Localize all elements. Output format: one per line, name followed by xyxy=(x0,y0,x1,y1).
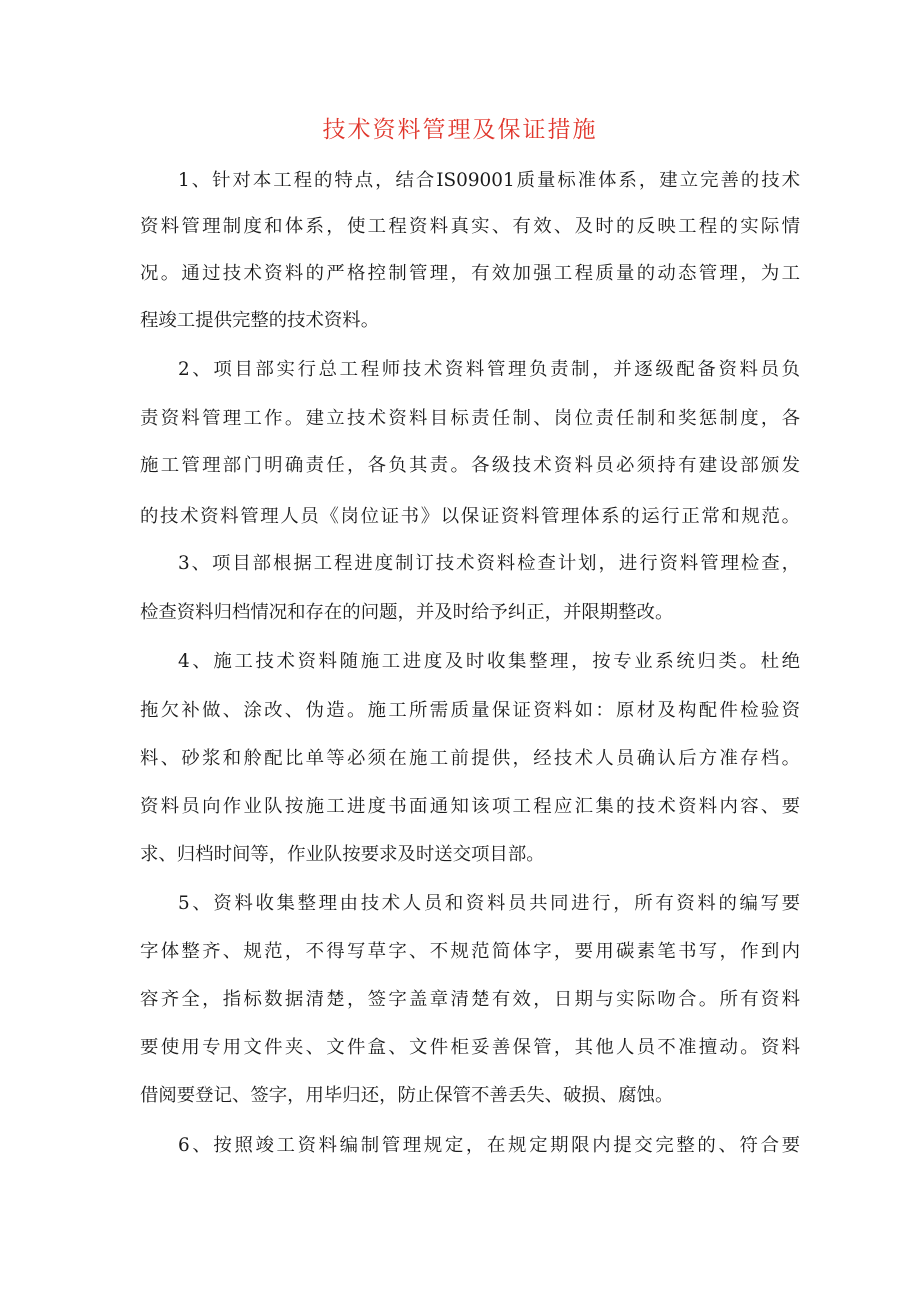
paragraph-5-line-4: 要使用专用文件夹、文件盒、文件柜妥善保管，其他人员不准擅动。资料 xyxy=(140,1037,800,1058)
paragraph-3-line-2: 检查资料归档情况和存在的问题，并及时给予纠正，并限期整改。 xyxy=(140,602,674,623)
paragraph-2-line-1: 2、项目部实行总工程师技术资料管理负责制，并逐级配备资料员负 xyxy=(178,359,800,380)
paragraph-2-line-4: 的技术资料管理人员《岗位证书》以保证资料管理体系的运行正常和规范。 xyxy=(140,506,800,527)
paragraph-5-line-5: 借阅要登记、签字，用毕归还，防止保管不善丢失、破损、腐蚀。 xyxy=(140,1085,674,1106)
paragraph-5-line-2: 字体整齐、规范，不得写草字、不规范简体字，要用碳素笔书写，作到内 xyxy=(140,941,800,962)
paragraph-1-line-1: 1、针对本工程的特点，结合IS09001质量标准体系，建立完善的技术 xyxy=(178,170,800,191)
paragraph-4-line-4: 资料员向作业队按施工进度书面通知该项工程应汇集的技术资料内容、要 xyxy=(140,796,800,817)
paragraph-5-line-3: 容齐全，指标数据清楚，签字盖章清楚有效，日期与实际吻合。所有资料 xyxy=(140,989,800,1010)
paragraph-5-line-1: 5、资料收集整理由技术人员和资料员共同进行，所有资料的编写要 xyxy=(178,893,800,914)
paragraph-1-line-3: 况。通过技术资料的严格控制管理，有效加强工程质量的动态管理，为工 xyxy=(140,263,800,284)
paragraph-6-line-1: 6、按照竣工资料编制管理规定，在规定期限内提交完整的、符合要 xyxy=(178,1135,800,1156)
paragraph-3-line-1: 3、项目部根据工程进度制订技术资料检查计划，进行资料管理检查， xyxy=(178,553,800,574)
paragraph-4-line-5: 求、归档时间等，作业队按要求及时送交项目部。 xyxy=(140,844,545,865)
paragraph-1-line-4: 程竣工提供完整的技术资料。 xyxy=(140,310,380,331)
paragraph-4-line-2: 拖欠补做、涂改、伪造。施工所需质量保证资料如：原材及构配件检验资 xyxy=(140,700,800,721)
paragraph-2-line-2: 责资料管理工作。建立技术资料目标责任制、岗位责任制和奖惩制度，各 xyxy=(140,408,800,429)
paragraph-1-line-2: 资料管理制度和体系，使工程资料真实、有效、及时的反映工程的实际情 xyxy=(140,216,800,237)
paragraph-4-line-1: 4、施工技术资料随施工进度及时收集整理，按专业系统归类。杜绝 xyxy=(178,651,800,672)
page-title: 技术资料管理及保证措施 xyxy=(322,117,598,143)
paragraph-2-line-3: 施工管理部门明确责任，各负其责。各级技术资料员必须持有建设部颁发 xyxy=(140,455,800,476)
paragraph-4-line-3: 料、砂浆和舲配比单等必须在施工前提供，经技术人员确认后方准存档。 xyxy=(140,748,800,769)
